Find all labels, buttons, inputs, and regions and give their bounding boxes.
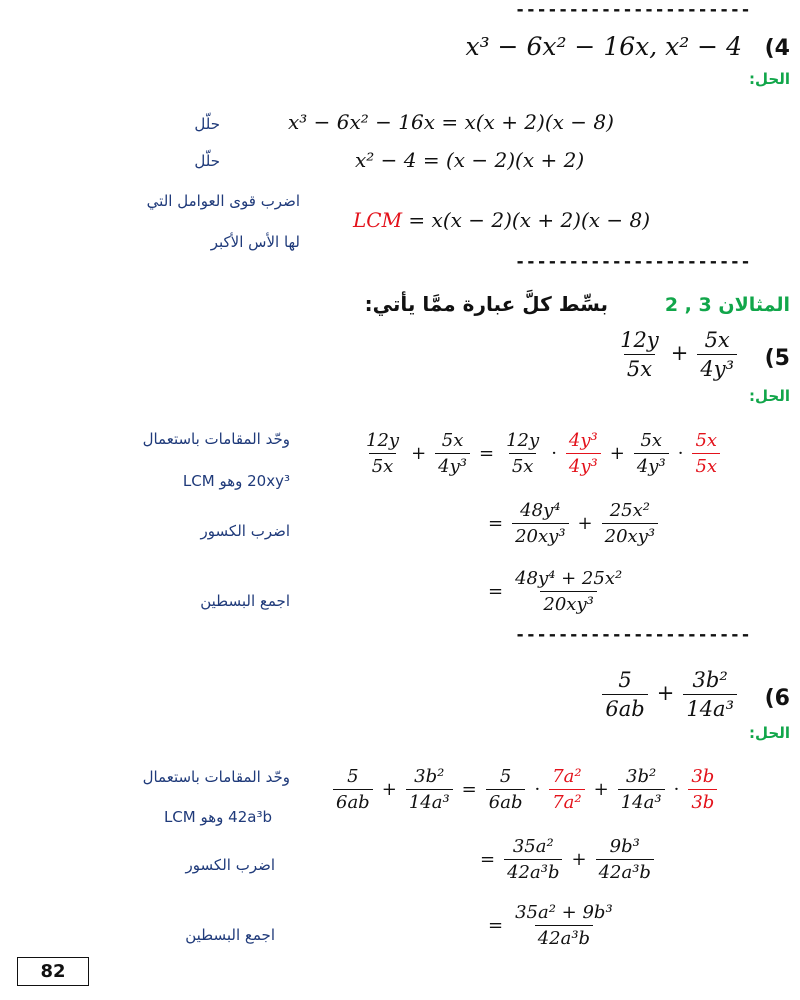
math-term: 12y [506, 430, 540, 451]
math-term: 48y⁴ [520, 500, 561, 521]
math-term: 42a³b [535, 925, 593, 949]
math-term: 5 [347, 766, 359, 787]
math-term: 6ab [602, 694, 647, 721]
math-term: 5 [618, 668, 632, 692]
examples-label: المثالان 3 , 2 [664, 294, 790, 316]
step1-lhs: x³ − 6x² − 16x [288, 110, 435, 134]
problem-6-step1: $\frac{5}{6ab}$ + $\frac{\text{3b²}}{\text{14a³}}$ = $\frac{5}{6ab}$ · $\frac{\text{7a²}}{\text{7a²}}$ + $\frac{\text{3b²}}{\text{14a³}}$ · $\frac{3b}{3b}$ [330, 766, 720, 813]
math-term: 5x [704, 328, 730, 352]
math-term: 14a³ [618, 789, 665, 813]
problem-5-step1: $\frac{12y}{5x}$ + $\frac{5x}{\text{4y³}}$ = $\frac{12y}{5x}$ · $\frac{\text{4y³}}{\text{4y³}}$ + $\frac{5x}{\text{4y³}}$ · $\frac{5x}{5x}$ [360, 430, 723, 477]
problem-5-note3: اجمع البسطين [200, 592, 290, 610]
lcm-label: LCM [353, 208, 403, 232]
math-term: 42a³b [596, 859, 654, 883]
problem-4-step1-note: حلّل [194, 115, 220, 133]
math-term: 25x² [609, 500, 650, 521]
problem-5-solution-label: الحل: [749, 387, 790, 405]
math-term: 20xy³ [512, 523, 568, 547]
math-term: 3b [688, 789, 717, 813]
problem-5-step3: = $\frac{\text{48y⁴ + 25x²}}{\text{20xy³}}$ [482, 568, 628, 615]
math-term: 4y³ [697, 354, 737, 381]
problem-5-note1-line2: 20xy³ وهو LCM [182, 472, 290, 490]
problem-4-solution-label: الحل: [749, 70, 790, 88]
problem-4-step2-note: حلّل [194, 152, 220, 170]
math-term: 7a² [552, 766, 582, 787]
math-term: 3b [691, 766, 715, 787]
math-term: 4y³ [568, 430, 598, 451]
problem-6-note1-line2: 42a³b وهو LCM [163, 808, 272, 826]
problem-5-note1-line1: وحّد المقامات باستعمال [142, 430, 290, 448]
problem-6-note3: اجمع البسطين [185, 926, 275, 944]
problem-4-step2 [355, 148, 584, 172]
problem-4-expression: x³ − 6x² − 16x, x² − 4 [465, 32, 742, 61]
math-term: 4y³ [634, 453, 669, 477]
problem-5-expression: $\frac{12y}{5x}$ + $\frac{5x}{\text{4y³}}$ [614, 328, 740, 381]
math-term: 48y⁴ + 25x² [515, 568, 623, 589]
page-number: 82 [17, 957, 89, 986]
math-term: 14a³ [406, 789, 453, 813]
math-term: 6ab [486, 789, 526, 813]
math-term: 5x [695, 430, 718, 451]
math-term: 5x [509, 453, 537, 477]
step2-lhs: x² − 4 [355, 148, 417, 172]
problem-6-step2: = $\frac{\text{35a²}}{\text{42a³b}}$ + $\frac{\text{9b³}}{\text{42a³b}}$ [474, 836, 657, 883]
problem-5-note2: اضرب الكسور [200, 522, 290, 540]
math-term: 9b³ [609, 836, 640, 857]
math-term: 3b² [626, 766, 657, 787]
separator-2: ---------------------- [515, 625, 752, 645]
problem-6-note1-line1: وحّد المقامات باستعمال [142, 768, 290, 786]
math-term: 5x [640, 430, 663, 451]
math-term: 4y³ [566, 453, 601, 477]
math-term: 5x [692, 453, 720, 477]
math-term: 35a² + 9b³ [515, 902, 613, 923]
math-term: 5x [441, 430, 464, 451]
math-term: 20xy³ [602, 523, 658, 547]
math-term: 35a² [512, 836, 554, 857]
problem-6-number: (6 [764, 686, 790, 711]
separator-top: ---------------------- [515, 0, 752, 20]
math-term: 20xy³ [540, 591, 596, 615]
math-term: 42a³b [504, 859, 562, 883]
problem-6-note2: اضرب الكسور [185, 856, 275, 874]
problem-4-lcm-note-line2: لها الأس الأكبر [210, 233, 300, 251]
step1-rhs: = x(x + 2)(x − 8) [441, 110, 614, 134]
math-term: 4y³ [435, 453, 470, 477]
math-term: 14a³ [683, 694, 737, 721]
problem-4-number: (4 [764, 36, 790, 61]
problem-4-lcm [353, 208, 650, 232]
problem-5-step2: = $\frac{\text{48y⁴}}{\text{20xy³}}$ + $\frac{\text{25x²}}{\text{20xy³}}$ [482, 500, 661, 547]
separator-1: ---------------------- [515, 252, 752, 272]
math-term: 12y [620, 328, 659, 352]
step2-rhs: = (x − 2)(x + 2) [422, 148, 585, 172]
math-term: 5 [499, 766, 512, 787]
lcm-rhs: = x(x − 2)(x + 2)(x − 8) [408, 208, 651, 232]
examples-instruction: بسِّط كلَّ عبارة ممَّا يأتي: [364, 292, 608, 316]
math-term: 6ab [333, 789, 373, 813]
problem-4-step1 [288, 110, 614, 134]
problem-6-solution-label: الحل: [749, 724, 790, 742]
math-term: 3b² [692, 668, 728, 692]
math-term: 7a² [549, 789, 584, 813]
problem-4-lcm-note-line1: اضرب قوى العوامل التي [146, 192, 300, 210]
math-term: 3b² [414, 766, 445, 787]
math-term: 12y [366, 430, 400, 451]
problem-5-number: (5 [764, 346, 790, 371]
math-term: 5x [369, 453, 397, 477]
math-term: 5x [624, 354, 655, 381]
problem-6-expression: $\frac{5}{6ab}$ + $\frac{\text{3b²}}{\text{14a³}}$ [599, 668, 740, 721]
problem-6-step3: = $\frac{\text{35a² + 9b³}}{\text{42a³b}}$ [482, 902, 619, 949]
